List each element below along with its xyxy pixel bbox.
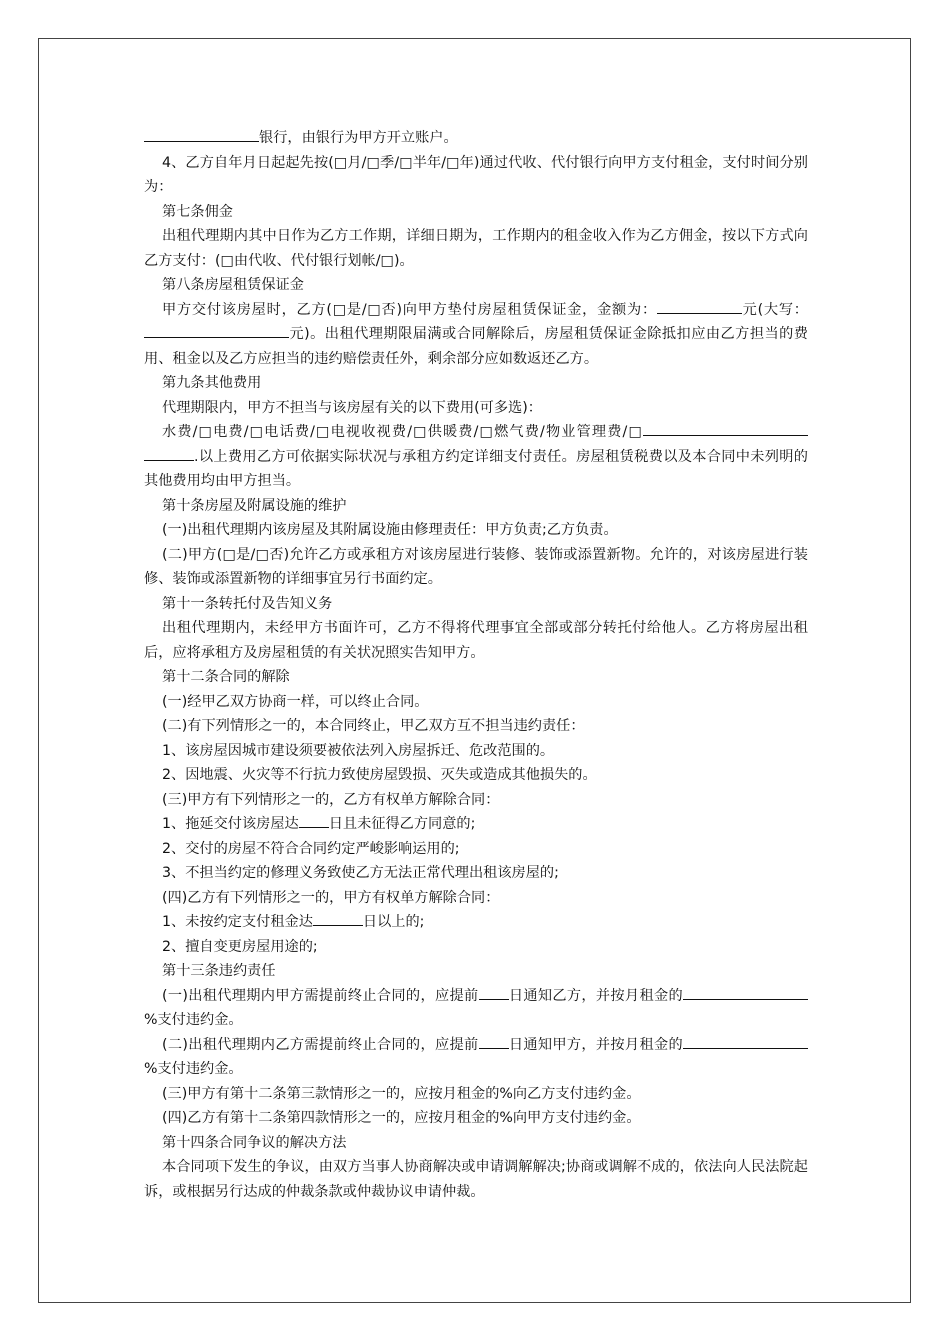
- paragraph-termination-4: (四)乙方有下列情形之一的，甲方有权单方解除合同：: [162, 889, 500, 906]
- paragraph-payment-schedule: 4、乙方自年月日起起先按(□月/□季/□半年/□年)通过代收、代付银行向甲方支付租金，支付时间分别为：: [144, 154, 808, 195]
- heading-article-8: 第八条房屋租赁保证金: [162, 277, 304, 293]
- paragraph-dispute: 本合同项下发生的争议，由双方当事人协商解决或申请调解解决;协商或调解不成的，依法向人民法院起诉，或根据另行达成的仲裁条款或仲裁协议申请仲裁。: [144, 1159, 808, 1200]
- paragraph-breach-1: (一)出租代理期内甲方需提前终止合同的，应提前 日通知乙方，并按月租金的%支付违约金。: [144, 984, 808, 1033]
- contract-body: [144, 126, 808, 1204]
- blank-field: [758, 1034, 808, 1049]
- heading-article-7: 第七条佣金: [162, 203, 233, 220]
- paragraph-breach-3: (三)甲方有第十二条第三款情形之一的，应按月租金的%向乙方支付违约金。: [162, 1085, 641, 1102]
- blank-field: [479, 985, 509, 1000]
- paragraph-fees-intro: 代理期限内，甲方不担当与该房屋有关的以下费用(可多选)：: [162, 399, 542, 416]
- paragraph-termination-2-item1: 1、该房屋因城市建设须要被依法列入房屋拆迁、危改范围的。: [162, 742, 555, 759]
- blank-field: [299, 813, 329, 828]
- paragraph-termination-1: (一)经甲乙双方协商一样，可以终止合同。: [162, 693, 429, 710]
- blank-field: [144, 323, 289, 338]
- blank-field: [657, 299, 742, 314]
- blank-field: [643, 421, 808, 436]
- paragraph-termination-4-item2: 2、擅自变更房屋用途的;: [162, 938, 318, 955]
- blank-field: [683, 1034, 758, 1049]
- heading-article-11: 第十一条转托付及告知义务: [162, 595, 333, 612]
- blank-field: [479, 1034, 509, 1049]
- blank-field: [144, 127, 259, 142]
- paragraph-termination-3-item1: 1、拖延交付该房屋达 日且未征得乙方同意的;: [144, 812, 808, 837]
- paragraph-termination-2-item2: 2、因地震、火灾等不行抗力致使房屋毁损、灭失或造成其他损失的。: [162, 767, 597, 783]
- paragraph-termination-2: (二)有下列情形之一的，本合同终止，甲乙双方互不担当违约责任：: [162, 718, 585, 734]
- heading-article-14: 第十四条合同争议的解决方法: [162, 1134, 347, 1151]
- paragraph-termination-3-item3: 3、不担当约定的修理义务致使乙方无法正常代理出租该房屋的;: [162, 865, 559, 881]
- heading-article-13: 第十三条违约责任: [162, 963, 276, 979]
- paragraph-termination-3: (三)甲方有下列情形之一的，乙方有权单方解除合同：: [162, 791, 500, 808]
- paragraph-delegation: 出租代理期内，未经甲方书面许可，乙方不得将代理事宜全部或部分转托付给他人。乙方将房屋出租后，应将承租方及房屋租赁的有关状况照实告知甲方。: [144, 620, 808, 661]
- paragraph-fees-list: 水费/□电费/□电话费/□电视收视费/□供暖费/□燃气费/物业管理费/□.以上费用乙方可依据实际状况与承租方约定详细支付责任。房屋租赁税费以及本合同中未列明的其他费用均由甲方担当。: [144, 420, 808, 494]
- paragraph-bank: 银行，由银行为甲方开立账户。: [144, 126, 808, 151]
- blank-field: [313, 911, 363, 926]
- paragraph-deposit: 甲方交付该房屋时，乙方(□是/□否)向甲方垫付房屋租赁保证金，金额为： 元(大写：元)。出租代理期限届满或合同解除后，房屋租赁保证金除抵扣应由乙方担当的费用、租金以及乙方应担当的违约赔偿责任外，剩余部分应如数返还乙方。: [144, 298, 808, 372]
- paragraph-commission: 出租代理期内其中日作为乙方工作期，详细日期为，工作期内的租金收入作为乙方佣金，按以下方式向乙方支付：(□由代收、代付银行划帐/□)。: [144, 228, 808, 269]
- paragraph-breach-4: (四)乙方有第十二条第四款情形之一的，应按月租金的%向甲方支付违约金。: [162, 1110, 641, 1126]
- heading-article-9: 第九条其他费用: [162, 375, 262, 391]
- paragraph-renovation: (二)甲方(□是/□否)允许乙方或承租方对该房屋进行装修、装饰或添置新物。允许的，对该房屋进行装修、装饰或添置新物的详细事宜另行书面约定。: [144, 546, 808, 587]
- heading-article-10: 第十条房屋及附属设施的维护: [162, 497, 347, 514]
- paragraph-breach-2: (二)出租代理期内乙方需提前终止合同的，应提前 日通知甲方，并按月租金的%支付违约金。: [144, 1033, 808, 1082]
- paragraph-termination-3-item2: 2、交付的房屋不符合合同约定严峻影响运用的;: [162, 840, 460, 857]
- paragraph-termination-4-item1: 1、未按约定支付租金达 日以上的;: [144, 910, 808, 935]
- blank-field: [683, 985, 758, 1000]
- paragraph-repair: (一)出租代理期内该房屋及其附属设施由修理责任：甲方负责;乙方负责。: [162, 522, 618, 538]
- blank-field: [144, 446, 194, 461]
- blank-field: [758, 985, 808, 1000]
- heading-article-12: 第十二条合同的解除: [162, 669, 290, 685]
